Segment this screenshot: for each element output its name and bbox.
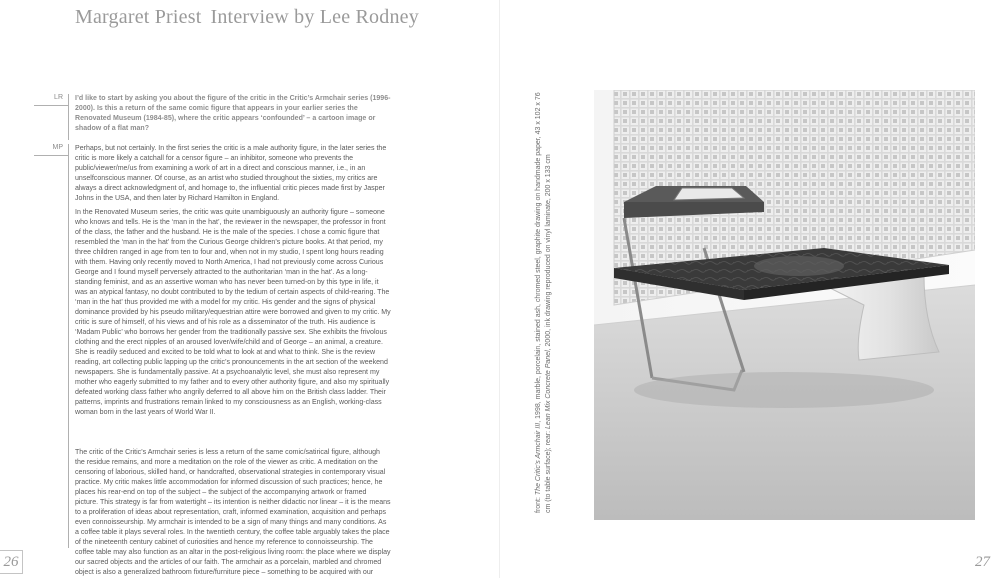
speaker-marker-interviewer bbox=[34, 94, 68, 142]
artwork-photo-image bbox=[594, 90, 975, 520]
photo-caption bbox=[534, 88, 586, 513]
artwork-photograph bbox=[594, 90, 975, 520]
answer-paragraph: In the Renovated Museum series, the critic was quite unambiguously an authority figure – someone who knows and tells. He is the ‘man in the hat’, the reviewer in the newspaper, the professor in front of the class, the father and the husband. He is the male of the species. I chose a comic figure that resembled the ‘man in the hat’ from the Curious George children’s picture books. At that period, my three children ranged in age from ten to four and, when not in my studio, I spent long hours reading with them. Having only recently moved to North America, I had not previously come across Curious George and I found myself perversely attracted to the authoritarian ‘man in the hat’. As a long-standing feminist, and as an assertive woman who has never been turned-on by this type in life, it was an atypical fantasy, no doubt contributed to by the tedium of certain aspects of child-rearing. The ‘man in the hat’ thus provided me with a model for my critic. His gender and the signs of physical dominance provided by his pseudo military/equestrian attire were borrowed and given to my critic. My critic is sure of himself, of his views and of his role as a disseminator of the truth. His audience is ‘Madam Public’ who borrows her gender from the traditionally passive sex. She exhibits the frivolous clothing and the erect nipples of an aroused lover/wife/child and of George – an animal, a creature. She is readily seduced and excited to be told what to look at and what to think. She is the review reading, art collecting public lapping up the critic’s pronouncements in the art section of the weekend newspapers. She is fundamentally passive. At a psychoanalytic level, she must also represent my mother who eagerly submitted to my father and to every other authority figure, and also my spiritually defeated working class father who angrily deferred to all above him on the British class ladder. Their patterns, imprints and frustrations remain linked to my consciousness as an English, working-class woman born in the last years of World War II. bbox=[75, 209, 391, 416]
question-margin-line bbox=[68, 94, 69, 140]
interview-question: I’d like to start by asking you about the figure of the critic in the Critic’s Armchair series (1996-2000). Is this a return of the same comic figure that appears in your earlier series the Renovated Museum (1984-85), where the critic appears ‘confounded’ – a cartoon image or shadow of a flat man? bbox=[75, 95, 391, 132]
speaker-rule bbox=[34, 105, 68, 106]
artist-name: Margaret Priest bbox=[75, 6, 202, 28]
caption-text: front: The Critic’s Armchair III, 1998, marble, porcelain, stained ash, chromed steel, graphite drawing on handmade paper, 43 x 102 x 76 cm (to table surface); rear: Lean Mix Concrete Panel, 2000, ink drawing reproduced on vinyl laminate, 200 x 133 cm bbox=[535, 92, 552, 513]
header-subtitle: Interview by Lee Rodney bbox=[210, 6, 419, 28]
speaker-marker-artist bbox=[34, 144, 68, 164]
answer-paragraph: Perhaps, but not certainly. In the first series the critic is a male authority figure, in the later series the critic is more likely a catchall for a censor figure – an inhibitor, someone who prevents the public/viewer/me/us from examining a work of art in a direct and conscious manner, i.e., in an unselfconscious manner. Of course, as an artist who studied throughout the sixties, my critics are always a direct acknowledgment of, and homage to, the influential critic pieces made first by Jasper Johns in the USA, and then later by Richard Hamilton in England. bbox=[75, 145, 387, 202]
page-number-right: 27 bbox=[975, 554, 990, 570]
speaker-rule bbox=[34, 155, 68, 156]
artwork-title-front: The Critic’s Armchair III bbox=[535, 422, 542, 496]
artwork-title-rear: Lean Mix Concrete Panel bbox=[545, 350, 552, 429]
speaker-label-lr: LR bbox=[54, 94, 63, 101]
answer-margin-line bbox=[68, 144, 69, 548]
answer-paragraph: The critic of the Critic’s Armchair series is less a return of the same comic/satirical figure, although the residue remains, and more a meditation on the role of the viewer as critic. A meditation on the censoring of laborious, skilled hand, or handcrafted, observational strategies in contemporary visual practice. My critic makes little accommodation for informed discussion of such practices; hence, he places his rear-end on top of the subject – the subject of the accompanying artwork or framed picture. This strategy is far from watertight – its intention is neither didactic nor linear – it is the means to a proliferation of ideas about representation, craft, informed examination, acquisition and perhaps even connoisseurship. My armchair is intended to be a sign of many things and many conditions. As a coffee table it plays several roles. In the twentieth century, the coffee table arguably takes the place of the nineteenth century cabinet of curiosities and hence my reference to connoisseurship. The coffee table may also function as an altar in the post-religious living room: the place where we display our sacred objects and the articles of our faith. The armchair as a porcelain, marbled and chromed object is also a generalized bathroom fixture/furniture piece – something to be acquired with our bbox=[75, 449, 391, 576]
page-number-left: 26 bbox=[0, 550, 23, 574]
speaker-label-mp: MP bbox=[52, 144, 63, 151]
spread-gutter bbox=[499, 0, 500, 578]
page-header bbox=[75, 6, 419, 29]
